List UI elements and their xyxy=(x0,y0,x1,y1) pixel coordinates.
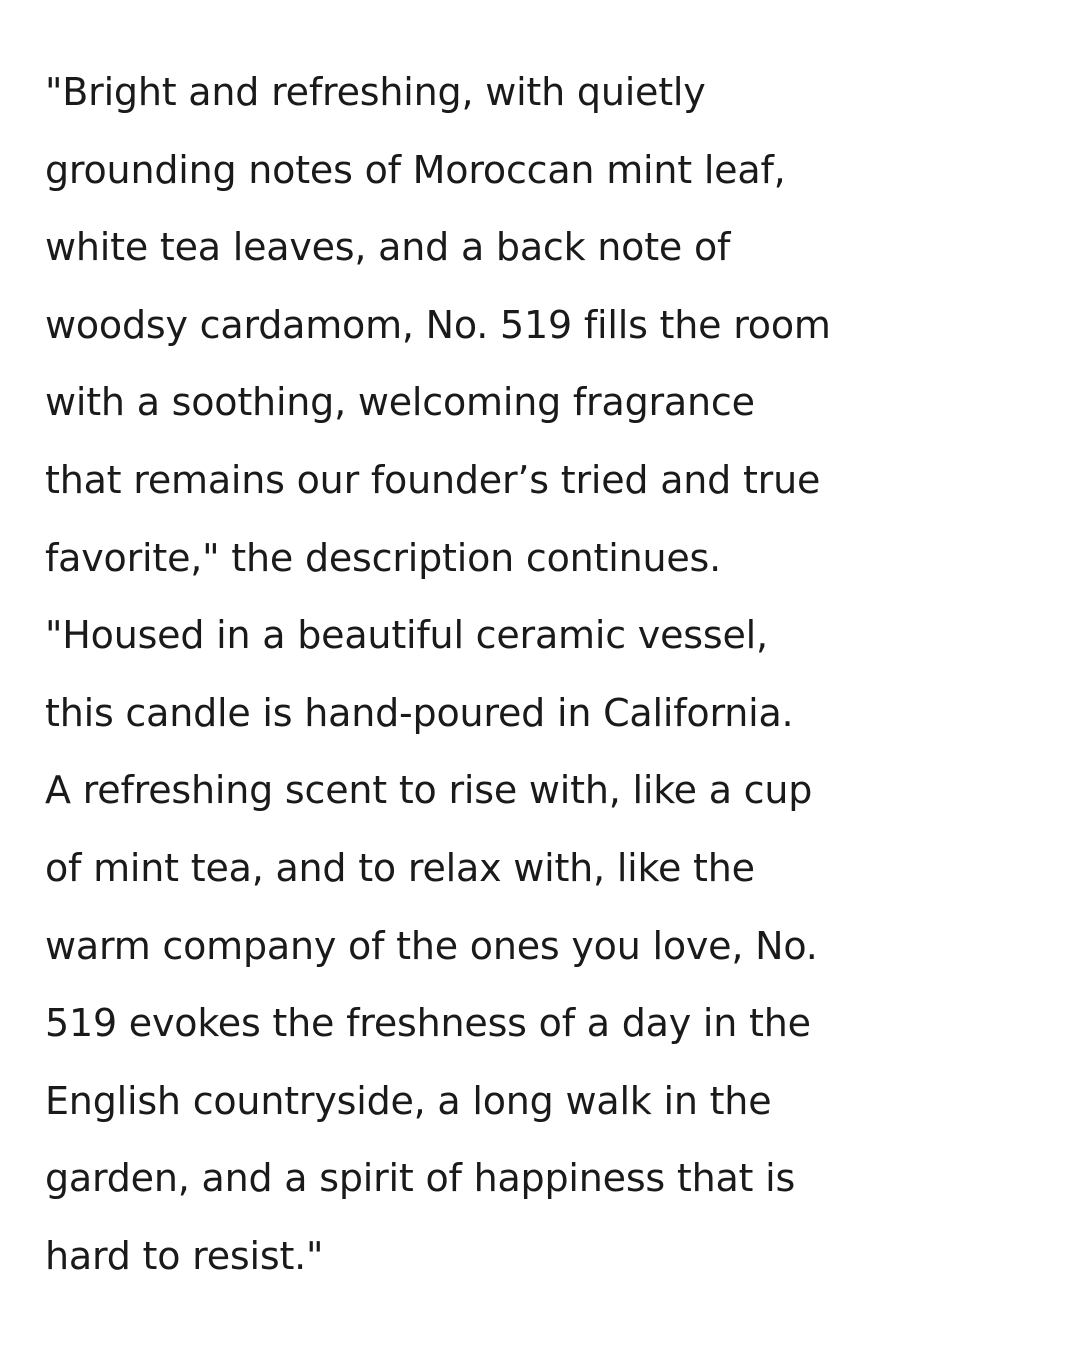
text-line: warm company of the ones you love, No. xyxy=(45,923,818,968)
text-line: English countryside, a long walk in the xyxy=(45,1078,772,1123)
text-line: with a soothing, welcoming fragrance xyxy=(45,380,755,425)
text-line: of mint tea, and to relax with, like the xyxy=(45,845,755,890)
text-line: A refreshing scent to rise with, like a cup xyxy=(45,768,813,813)
text-line: "Bright and refreshing, with quietly xyxy=(45,70,706,114)
text-line: grounding notes of Moroccan mint leaf, xyxy=(45,147,786,192)
text-line: 519 evokes the freshness of a day in the xyxy=(45,1001,811,1046)
text-line: woodsy cardamom, No. 519 fills the room xyxy=(45,302,831,347)
text-line: garden, and a spirit of happiness that is xyxy=(45,1156,796,1201)
text-line: that remains our founder’s tried and true xyxy=(45,457,821,502)
text-line: hard to resist." xyxy=(45,1233,324,1278)
text-line: this candle is hand-poured in California. xyxy=(45,690,794,735)
text-line: favorite," the description continues. xyxy=(45,535,722,580)
body-paragraph xyxy=(45,54,831,1296)
text-line: white tea leaves, and a back note of xyxy=(45,225,731,270)
text-line: "Housed in a beautiful ceramic vessel, xyxy=(45,613,768,658)
